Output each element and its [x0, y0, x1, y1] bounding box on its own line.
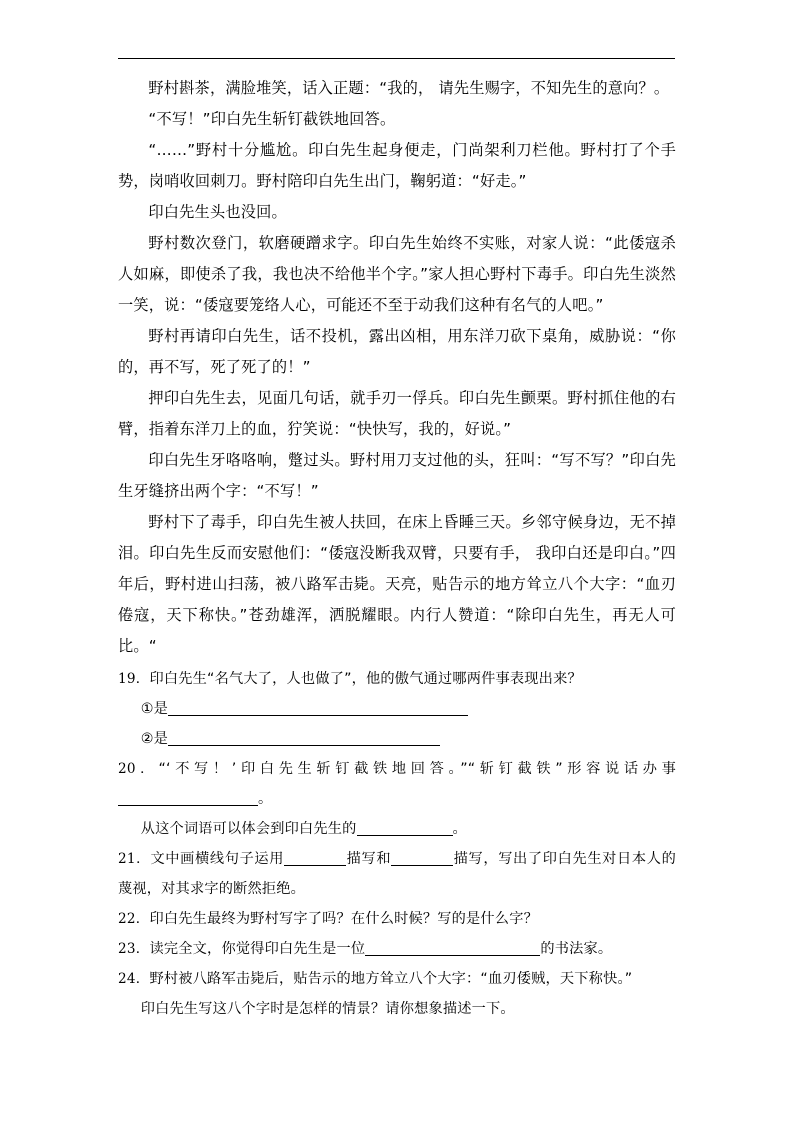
- question-19-number: 19．: [118, 671, 150, 687]
- questions-section: [118, 664, 676, 1024]
- passage-paragraph-9: 野村下了毒手，印白先生被人扶回，在床上昏睡三天。乡邻守候身边，无不掉泪。印白先生反而安慰他们：“倭寇没断我双臂，只要有手， 我印白还是印白。”四年后，野村进山扫荡，被八路军击毙。天亮，贴告示的地方耸立八个大字：“血刃倦寇，天下称快。”苍劲雄浑，洒脱耀眼。内行人赞道：“除印白先生，再无人可比。“: [118, 513, 676, 655]
- passage-paragraph-6: 野村再请印白先生，话不投机，露出凶相，用东洋刀砍下桌角，威胁说：“你的，再不写，死了死了的！”: [118, 327, 676, 376]
- passage-paragraph-2: “不写！”印白先生斩钉截铁地回答。: [148, 110, 396, 128]
- passage-paragraph-1: 野村斟茶，满脸堆笑，话入正题：“我的， 请先生赐字，不知先生的意向？。: [148, 79, 670, 97]
- question-21-part-3: 描写，写出了印白先生对日本人的蔑视，对其求字的断然拒绝。: [118, 851, 676, 897]
- answer-blank-21-2[interactable]: [391, 850, 453, 866]
- question-23-part-1: 读完全文，你觉得印白先生是一位: [149, 941, 366, 957]
- question-20-followup-text: 从这个词语可以体会到印白先生的: [140, 821, 357, 837]
- question-24-text: 野村被八路军击毙后，贴告示的地方耸立八个大字：“血刃倭贼，天下称快。”: [149, 971, 633, 987]
- question-21-part-2: 描写和: [346, 851, 392, 867]
- passage-paragraph-7: 押印白先生去，见面几句话，就手刃一俘兵。印白先生颤栗。野村抓住他的右臂，指着东洋刀上的血，狞笑说：“快快写，我的，好说。”: [118, 389, 676, 438]
- question-21: [118, 844, 676, 904]
- header-divider-rule: [118, 58, 675, 59]
- passage-paragraph-4: 印白先生头也没回。: [148, 203, 287, 221]
- question-19-text: 印白先生“名气大了，人也做了”，他的傲气通过哪两件事表现出来？: [149, 671, 582, 687]
- question-24-followup: 印白先生写这八个字时是怎样的情景？请你想象描述一下。: [140, 1001, 515, 1017]
- question-19: [118, 664, 676, 694]
- question-22-number: 22．: [118, 911, 150, 927]
- question-22-text: 印白先生最终为野村写字了吗？在什么时候？写的是什么字？: [149, 911, 538, 927]
- question-20-followup-end: 。: [452, 821, 467, 837]
- page-content: [118, 58, 676, 1024]
- answer-blank-19-1[interactable]: [168, 700, 468, 716]
- passage-paragraph-3: “……”野村十分尴尬。印白先生起身便走，门尚架利刀栏他。野村打了个手势，岗哨收回刺刀。野村陪印白先生出门，鞠躬道：“好走。”: [118, 141, 676, 190]
- question-24: [118, 964, 676, 994]
- question-22: [118, 904, 676, 934]
- passage-paragraph-8: 印白先生牙咯咯响，蹩过头。野村用刀支过他的头，狂叫：“写不写？”印白先生牙缝挤出两个字：“不写！”: [118, 451, 676, 500]
- question-19-item-1-marker: ①是: [140, 701, 169, 717]
- question-20: [118, 754, 676, 814]
- question-23-number: 23．: [118, 941, 150, 957]
- question-24-number: 24．: [118, 971, 150, 987]
- question-20-number: 20．: [118, 761, 159, 777]
- question-19-item-1: [118, 694, 676, 724]
- question-23-part-2: 的书法家。: [540, 941, 613, 957]
- question-21-part-1: 文中画横线句子运用: [150, 851, 285, 867]
- question-19-item-2: [118, 724, 676, 754]
- answer-blank-23[interactable]: [365, 940, 540, 956]
- answer-blank-19-2[interactable]: [168, 730, 440, 746]
- reading-passage: [118, 73, 676, 662]
- answer-blank-21-1[interactable]: [284, 850, 346, 866]
- question-23: [118, 934, 676, 964]
- answer-blank-20-1[interactable]: [118, 790, 258, 806]
- passage-paragraph-5: 野村数次登门，软磨硬蹭求字。印白先生始终不实账，对家人说：“此倭寇杀人如麻，即使杀了我，我也决不给他半个字。”家人担心野村下毒手。印白先生淡然一笑，说：“倭寇要笼络人心，可能还不至于动我们这种有名气的人吧。”: [118, 234, 676, 314]
- answer-blank-20-2[interactable]: [357, 820, 453, 836]
- question-21-number: 21．: [118, 851, 151, 867]
- question-20-text: “‘不写！’印白先生斩钉截铁地回答。”“斩钉截铁”形容说话办事: [158, 761, 676, 777]
- question-19-item-2-marker: ②是: [140, 731, 169, 747]
- question-20-followup: [118, 814, 676, 844]
- question-20-text-end: 。: [258, 791, 273, 807]
